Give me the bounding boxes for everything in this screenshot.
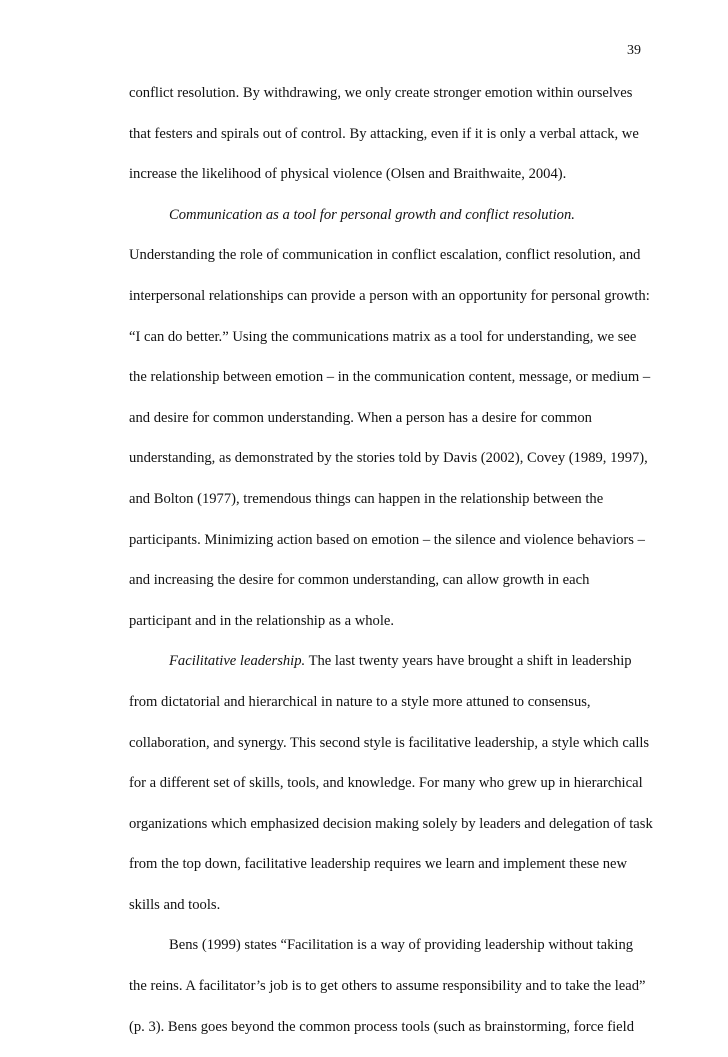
text-line: collaboration, and synergy. This second style is facilitative leadership, a style which calls	[129, 734, 650, 751]
text-line: Understanding the role of communication in conflict escalation, conflict resolution, and	[129, 247, 641, 264]
text-line: “I can do better.” Using the communications matrix as a tool for understanding, we see	[129, 328, 637, 345]
section-heading-line	[129, 205, 669, 225]
text-line: skills and tools.	[129, 896, 221, 913]
text-line: and desire for common understanding. When a person has a desire for common	[129, 409, 592, 426]
text-line-continuation: The last twenty years have brought a shift in leadership	[305, 653, 632, 670]
section-heading-facilitative-leadership: Facilitative leadership.	[169, 653, 306, 670]
text-line: organizations which emphasized decision making solely by leaders and delegation of task	[129, 815, 653, 832]
text-line: increase the likelihood of physical violence (Olsen and Braithwaite, 2004).	[129, 166, 567, 183]
text-line: participant and in the relationship as a whole.	[129, 612, 395, 629]
text-line: and Bolton (1977), tremendous things can happen in the relationship between the	[129, 490, 604, 507]
text-line: Bens (1999) states “Facilitation is a way of providing leadership without taking	[169, 937, 634, 954]
section-heading-line	[129, 651, 669, 671]
page-number: 39	[627, 43, 641, 58]
text-line: from dictatorial and hierarchical in nature to a style more attuned to consensus,	[129, 693, 591, 710]
text-line: for a different set of skills, tools, and knowledge. For many who grew up in hierarchical	[129, 775, 643, 792]
text-line: the reins. A facilitator’s job is to get others to assume responsibility and to take the lead”	[129, 978, 646, 995]
text-line: that festers and spirals out of control. By attacking, even if it is only a verbal attack, we	[129, 125, 639, 142]
text-line: conflict resolution. By withdrawing, we only create stronger emotion within ourselves	[129, 85, 633, 101]
section-heading-communication: Communication as a tool for personal growth and conflict resolution.	[169, 206, 575, 223]
body-text	[129, 83, 669, 1057]
text-line: the relationship between emotion – in the communication content, message, or medium –	[129, 369, 651, 386]
text-line: interpersonal relationships can provide a person with an opportunity for personal growth:	[129, 287, 650, 304]
text-line: participants. Minimizing action based on emotion – the silence and violence behaviors –	[129, 531, 645, 548]
text-line: and increasing the desire for common understanding, can allow growth in each	[129, 572, 590, 589]
text-line: (p. 3). Bens goes beyond the common process tools (such as brainstorming, force field	[129, 1018, 634, 1035]
text-line: from the top down, facilitative leadership requires we learn and implement these new	[129, 856, 628, 873]
text-line: understanding, as demonstrated by the stories told by Davis (2002), Covey (1989, 1997),	[129, 450, 648, 467]
